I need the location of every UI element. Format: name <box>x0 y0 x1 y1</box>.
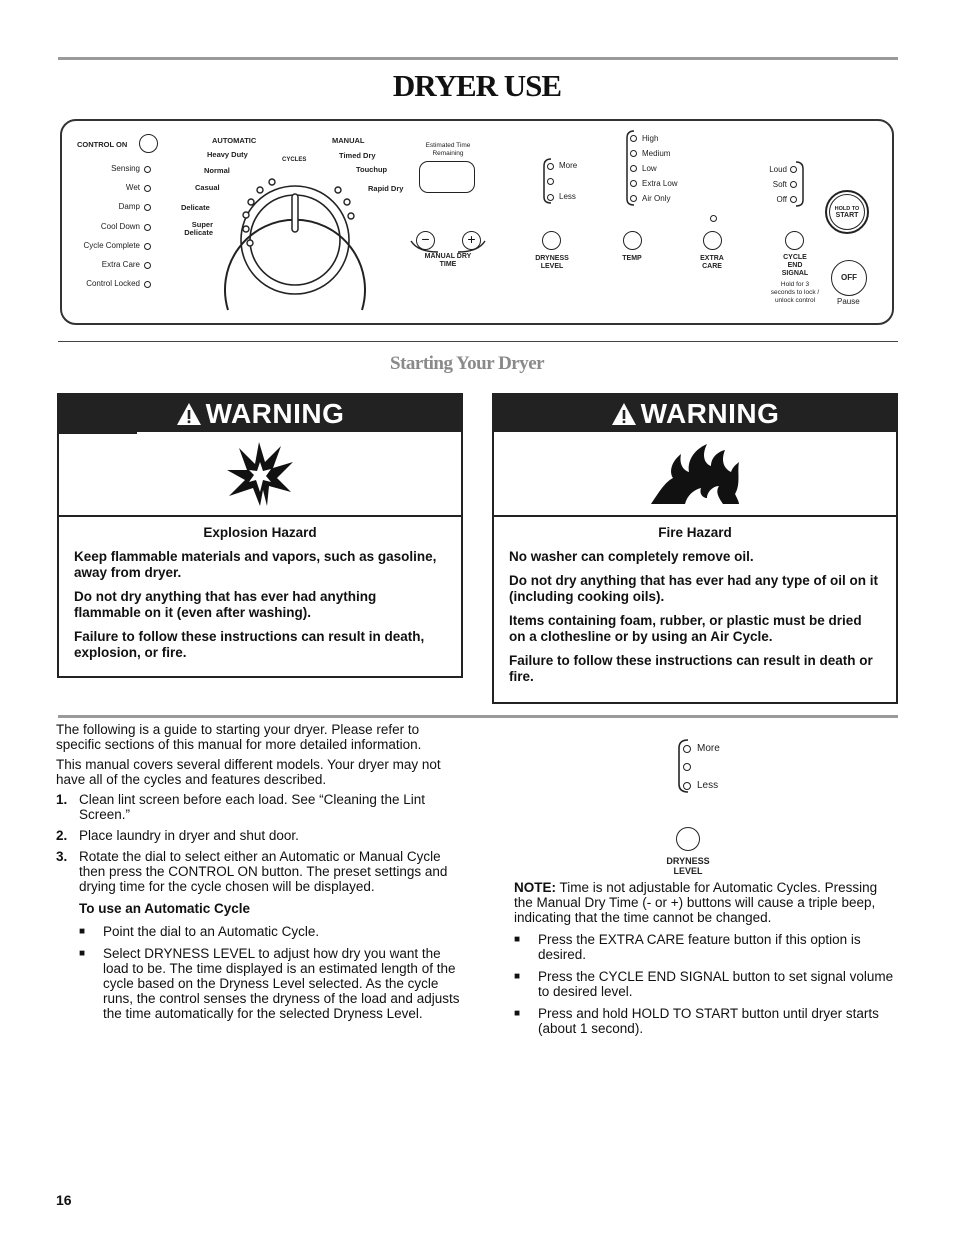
warning-line: Failure to follow these instructions can result in death, explosion, or fire. <box>74 629 425 660</box>
signal-option-label: Soft <box>772 180 787 189</box>
explosion-icon-panel <box>59 432 461 517</box>
dryness-button-drawing <box>542 231 561 250</box>
automatic-label: AUTOMATIC <box>212 136 257 145</box>
manual-label: MANUAL <box>332 136 365 145</box>
warning-line: Do not dry anything that has ever had anything flammable on it (even after washing). <box>74 589 377 620</box>
warning-header <box>59 395 461 432</box>
temp-light <box>630 150 637 157</box>
dryness-light <box>547 163 554 170</box>
bullet-item <box>79 946 466 1021</box>
bullet-item <box>79 924 466 939</box>
step-item <box>56 792 466 822</box>
bullet-square-icon: ■ <box>514 1008 521 1019</box>
step-number: 2. <box>56 828 68 843</box>
header-edge <box>59 432 137 434</box>
status-light-label: Cool Down <box>100 222 140 231</box>
fire-icon <box>649 442 741 506</box>
control-on-button-drawing <box>139 134 158 153</box>
temp-light <box>630 135 637 142</box>
warning-line: Keep flammable materials and vapors, such as gasoline, away from dryer. <box>74 549 437 580</box>
dryness-figure-more: More <box>697 743 720 754</box>
note-text: Time is not adjustable for Automatic Cycles. Pressing the Manual Dry Time (- or +) buttons will cause a triple beep, indicating that the time cannot be changed. <box>514 880 878 925</box>
off-label: OFF <box>841 273 857 282</box>
temp-option-label: Extra Low <box>642 179 678 188</box>
dryness-light <box>547 178 554 185</box>
warning-box-fire <box>492 393 898 704</box>
signal-option-label: Off <box>776 195 787 204</box>
note-label: NOTE: <box>514 880 556 895</box>
section-subheading: Starting Your Dryer <box>390 353 545 374</box>
auto-cycle-label: Heavy Duty <box>207 150 248 159</box>
page-number: 16 <box>56 1192 72 1208</box>
cycle-end-signal-label: CYCLE END SIGNAL <box>781 254 809 277</box>
warning-header <box>494 395 896 432</box>
warning-line: No washer can completely remove oil. <box>509 549 754 564</box>
status-light-label: Wet <box>125 183 140 192</box>
status-light <box>144 185 151 192</box>
hold-lock-note: Hold for 3 seconds to lock / unlock control <box>770 281 820 304</box>
step-text: Clean lint screen before each load. See “Cleaning the Lint Screen.” <box>79 792 425 822</box>
manual-dry-time-label: MANUAL DRY TIME <box>424 253 472 268</box>
step-number: 1. <box>56 792 68 807</box>
warning-line: Do not dry anything that has ever had any type of oil on it (including cooking oils). <box>509 573 879 604</box>
extra-care-light <box>710 215 717 222</box>
temp-option-label: Medium <box>642 149 671 158</box>
temp-light <box>630 195 637 202</box>
warning-line: Items containing foam, rubber, or plastic must be dried on a clothesline or by using an Air Cycle. <box>509 613 862 644</box>
dryness-more-label: More <box>559 161 578 170</box>
auto-cycle-bullets <box>79 924 466 1021</box>
warning-label: WARNING <box>640 397 780 429</box>
status-light <box>144 243 151 250</box>
auto-cycle-label: Delicate <box>181 203 210 212</box>
warning-triangle-icon <box>611 402 637 426</box>
bullet-square-icon: ■ <box>514 934 521 945</box>
extra-care-button-drawing <box>703 231 722 250</box>
bullet-square-icon: ■ <box>514 971 521 982</box>
section-rule <box>58 341 898 342</box>
pause-label: Pause <box>837 297 860 306</box>
status-light-label: Cycle Complete <box>83 241 140 250</box>
signal-bracket <box>793 160 805 208</box>
dryness-level-label: DRYNESS LEVEL <box>535 255 569 270</box>
bullet-square-icon: ■ <box>79 948 86 959</box>
plus-button-drawing: + <box>462 231 481 250</box>
hazard-title: Explosion Hazard <box>203 525 317 540</box>
warning-line: Failure to follow these instructions can result in death or fire. <box>509 653 873 684</box>
temp-light <box>630 180 637 187</box>
explosion-icon <box>225 440 295 508</box>
intro-paragraph: The following is a guide to starting your dryer. Please refer to specific sections of this manual for more detailed information. <box>56 722 422 752</box>
status-light-label: Control Locked <box>86 279 140 288</box>
hold-to-label: HOLD TO <box>834 206 860 212</box>
time-display-drawing <box>419 161 475 193</box>
cycle-end-signal-button-drawing <box>785 231 804 250</box>
dryness-figure-light <box>683 782 691 790</box>
cycles-label: CYCLES <box>282 157 307 163</box>
bullet-item <box>514 932 898 962</box>
step-text: Rotate the dial to select either an Automatic or Manual Cycle then press the CONTROL ON button. The preset settings and drying time for the cycle chosen will be displayed. <box>79 849 448 894</box>
step-text: Place laundry in dryer and shut door. <box>79 828 299 843</box>
bullet-text: Point the dial to an Automatic Cycle. <box>103 924 320 939</box>
bullet-square-icon: ■ <box>79 926 86 937</box>
hazard-title: Fire Hazard <box>658 525 732 540</box>
auto-cycle-heading: To use an Automatic Cycle <box>79 901 251 916</box>
cycle-dial-drawing <box>220 160 370 325</box>
temp-option-label: Air Only <box>642 194 671 203</box>
bullet-text: Select DRYNESS LEVEL to adjust how dry you want the load to be. The time displayed is an estimated length of the cycle based on the Dryness Level selected. As the cycle runs, the control senses the dryness of the load and adjusts the time automatically for the selected Dryness Level. <box>103 946 460 1021</box>
bullet-item <box>514 969 898 999</box>
status-light-label: Extra Care <box>101 260 140 269</box>
estimated-time-label: Estimated Time Remaining <box>425 142 471 157</box>
step-item <box>56 828 466 843</box>
status-light-label: Damp <box>118 202 140 211</box>
extra-care-label: EXTRA CARE <box>700 255 724 270</box>
note-paragraph <box>514 880 898 925</box>
manual-cycle-label: Touchup <box>356 165 388 174</box>
temp-light <box>630 165 637 172</box>
step-item <box>56 849 466 894</box>
status-light <box>144 224 151 231</box>
status-light <box>144 262 151 269</box>
dryness-figure-light <box>683 763 691 771</box>
warning-text <box>59 517 461 661</box>
dryness-figure-light <box>683 745 691 753</box>
warning-box-explosion <box>57 393 463 678</box>
auto-cycle-label: Super Delicate <box>184 220 213 237</box>
signal-option-label: Loud <box>769 165 787 174</box>
dryness-figure-less: Less <box>697 780 719 791</box>
auto-cycle-label: Normal <box>204 166 230 175</box>
temp-button-drawing <box>623 231 642 250</box>
dryness-light <box>547 194 554 201</box>
manual-cycle-label: Rapid Dry <box>368 184 404 193</box>
control-on-label: CONTROL ON <box>77 140 128 149</box>
fire-icon-panel <box>494 432 896 517</box>
top-rule <box>58 57 898 60</box>
status-light <box>144 166 151 173</box>
warning-label: WARNING <box>205 397 345 429</box>
body-rule <box>58 715 898 718</box>
temp-option-label: Low <box>642 164 657 173</box>
auto-cycle-label: Casual <box>195 183 220 192</box>
manual-cycle-label: Timed Dry <box>339 151 376 160</box>
status-light <box>144 281 151 288</box>
dryness-figure-button <box>676 827 700 851</box>
temp-label: TEMP <box>622 255 642 262</box>
bullet-item <box>514 1006 898 1036</box>
status-light <box>144 204 151 211</box>
bullet-text: Press the EXTRA CARE feature button if this option is desired. <box>538 932 861 962</box>
minus-button-drawing: − <box>416 231 435 250</box>
dryness-less-label: Less <box>559 192 576 201</box>
bullet-text: Press and hold HOLD TO START button until dryer starts (about 1 second). <box>538 1006 879 1036</box>
warning-text <box>494 517 896 685</box>
temp-option-label: High <box>642 134 659 143</box>
dryness-figure-label: DRYNESS LEVEL <box>666 856 710 876</box>
left-column <box>56 722 466 1028</box>
right-column <box>514 880 898 1043</box>
status-light-label: Sensing <box>111 164 140 173</box>
page-title: DRYER USE <box>392 68 562 103</box>
intro-paragraph: This manual covers several different models. Your dryer may not have all of the cycles and features described. <box>56 757 441 787</box>
step-number: 3. <box>56 849 68 864</box>
warning-triangle-icon <box>176 402 202 426</box>
start-label: START <box>835 212 859 219</box>
bullet-text: Press the CYCLE END SIGNAL button to set signal volume to desired level. <box>538 969 894 999</box>
